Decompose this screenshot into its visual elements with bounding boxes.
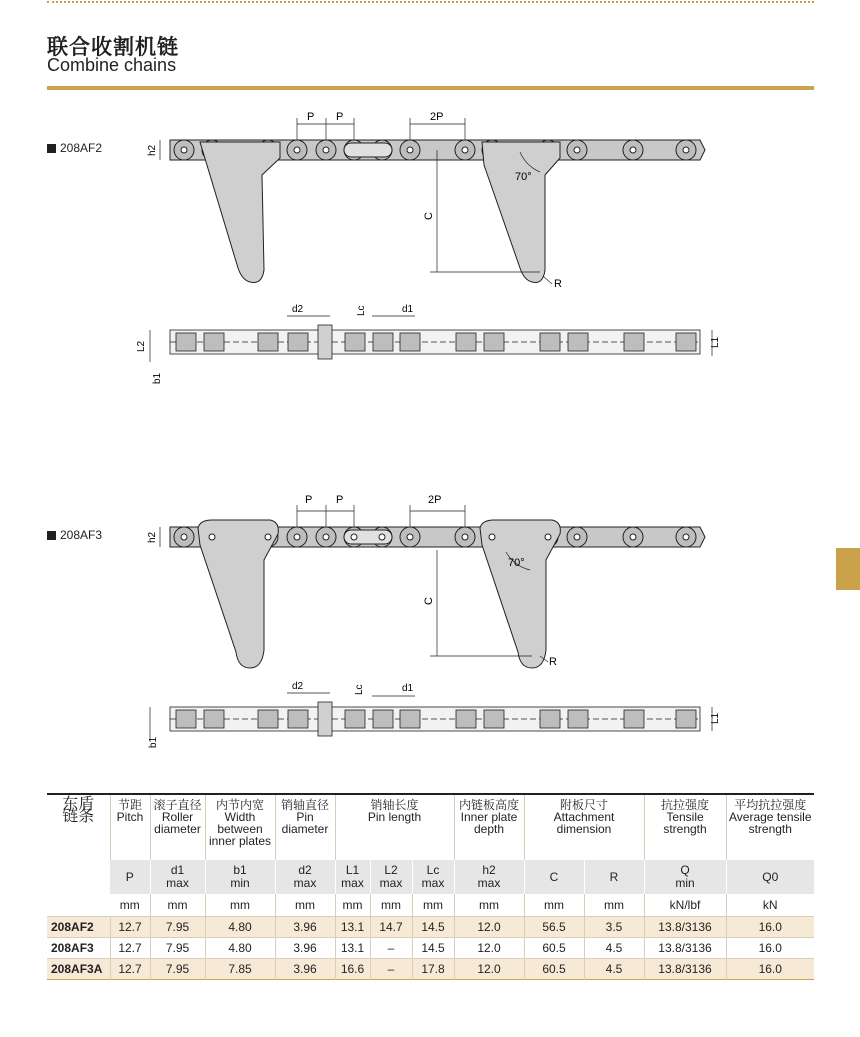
dim-label-l1: L1: [710, 336, 721, 348]
dim-label-c: C: [423, 212, 435, 220]
dim-label-b1: b1: [152, 372, 163, 384]
dim-label-l2: L2: [136, 340, 147, 352]
value-cell: 17.8: [412, 958, 454, 979]
dim-label-2p: 2P: [430, 111, 444, 123]
unit-cell: mm: [524, 894, 584, 916]
unit-cell: mm: [370, 894, 412, 916]
symbol-cell: Q0: [726, 860, 814, 894]
value-cell: 3.5: [584, 916, 644, 937]
value-cell: 13.1: [335, 937, 370, 958]
value-cell: 60.5: [524, 937, 584, 958]
spec-table: [47, 793, 814, 980]
value-cell: 4.80: [205, 937, 275, 958]
table-row: [47, 916, 814, 937]
value-cell: 56.5: [524, 916, 584, 937]
value-cell: 16.0: [726, 916, 814, 937]
diagram-208af2: [130, 100, 830, 400]
value-cell: 13.1: [335, 916, 370, 937]
dim-label-c: C: [423, 597, 435, 605]
dim-label-p: P: [336, 494, 344, 506]
value-cell: 13.8/3136: [644, 937, 726, 958]
value-cell: 7.95: [150, 916, 205, 937]
model-cell: 208AF3: [47, 937, 110, 958]
value-cell: –: [370, 958, 412, 979]
dim-label-angle: 70°: [515, 171, 532, 183]
unit-cell: mm: [275, 894, 335, 916]
symbol-row: [47, 860, 814, 894]
corner-cell: [47, 794, 110, 916]
model-label-208af2: [47, 141, 102, 155]
unit-cell: mm: [584, 894, 644, 916]
value-cell: 12.7: [110, 937, 150, 958]
symbol-cell: Lc max: [412, 860, 454, 894]
symbol-cell: P: [125, 869, 134, 884]
unit-row: [47, 894, 814, 916]
dim-label-d1: d1: [402, 683, 414, 694]
unit-cell: mm: [335, 894, 370, 916]
model-name: 208AF2: [60, 141, 103, 155]
dim-label-p: P: [336, 111, 344, 123]
attachment-blade-right: [480, 520, 560, 668]
page-title-cn: 联合收割机链: [47, 35, 179, 59]
symbol-cell: h2 max: [454, 860, 524, 894]
unit-cell: mm: [454, 894, 524, 916]
dim-label-lc: Lc: [354, 684, 365, 695]
dim-label-d1: d1: [402, 304, 414, 315]
symbol-cell: Q min: [644, 860, 726, 894]
model-name: 208AF3: [60, 528, 103, 542]
dim-label-2p: 2P: [428, 494, 442, 506]
model-label-208af3: [47, 528, 102, 542]
attachment-blade-right: [482, 142, 560, 283]
title-underline: [47, 86, 814, 90]
section-tab-marker: [836, 548, 860, 590]
value-cell: 12.0: [454, 937, 524, 958]
value-cell: 4.80: [205, 916, 275, 937]
dim-label-d2: d2: [292, 304, 304, 315]
dim-label-r: R: [549, 656, 557, 668]
unit-cell: mm: [150, 894, 205, 916]
value-cell: 7.95: [150, 937, 205, 958]
symbol-cell: L2 max: [370, 860, 412, 894]
dim-label-angle: 70°: [508, 557, 525, 569]
col-header-pin-length: 销轴长度 Pin length: [335, 794, 454, 860]
value-cell: 7.95: [150, 958, 205, 979]
symbol-cell: d1 max: [150, 860, 205, 894]
col-header-width-between-inner-plates: 内节内宽 Width between inner plates: [205, 794, 275, 860]
symbol-cell: R: [584, 860, 644, 894]
value-cell: 3.96: [275, 937, 335, 958]
dim-label-r: R: [554, 278, 562, 290]
value-cell: 7.85: [205, 958, 275, 979]
col-header-roller-diameter: 滚子直径 Roller diameter: [150, 794, 205, 860]
dim-label-d2: d2: [292, 681, 304, 692]
value-cell: –: [370, 937, 412, 958]
unit-cell: mm: [412, 894, 454, 916]
value-cell: 13.8/3136: [644, 958, 726, 979]
dim-label-h2: h2: [147, 531, 158, 543]
table-row: [47, 958, 814, 979]
model-cell: 208AF3A: [47, 958, 110, 979]
col-header-pitch: 节距 Pitch: [110, 794, 150, 860]
value-cell: 3.96: [275, 916, 335, 937]
dim-label-lc: Lc: [356, 305, 367, 316]
dim-label-h2: h2: [147, 144, 158, 156]
symbol-cell: L1 max: [335, 860, 370, 894]
symbol-cell: C: [524, 860, 584, 894]
attachment-blade-left: [200, 142, 280, 283]
value-cell: 16.6: [335, 958, 370, 979]
diagram-208af3: [130, 488, 830, 758]
bullet-square-icon: [47, 144, 56, 153]
unit-cell: mm: [205, 894, 275, 916]
symbol-cell: d2 max: [275, 860, 335, 894]
value-cell: 14.5: [412, 937, 454, 958]
value-cell: 4.5: [584, 958, 644, 979]
brand-line: 链条: [62, 808, 95, 825]
col-header-tensile-strength: 抗拉强度 Tensile strength: [644, 794, 726, 860]
model-cell: 208AF2: [47, 916, 110, 937]
value-cell: 4.5: [584, 937, 644, 958]
value-cell: 60.5: [524, 958, 584, 979]
table-row: [47, 937, 814, 958]
value-cell: 3.96: [275, 958, 335, 979]
value-cell: 12.0: [454, 916, 524, 937]
brand-line: 东盾: [62, 796, 95, 813]
col-header-inner-plate-depth: 内链板高度 Inner plate depth: [454, 794, 524, 860]
dim-label-p: P: [307, 111, 315, 123]
col-header-attachment-dimension: 附板尺寸 Attachment dimension: [524, 794, 644, 860]
dim-label-p: P: [305, 494, 313, 506]
value-cell: 16.0: [726, 958, 814, 979]
col-header-average-tensile-strength: 平均抗拉强度 Average tensile strength: [726, 794, 814, 860]
header-row: [47, 794, 814, 860]
bullet-square-icon: [47, 531, 56, 540]
unit-cell: kN/lbf: [644, 894, 726, 916]
symbol-cell: b1 min: [205, 860, 275, 894]
attachment-blade-left: [198, 520, 278, 668]
dim-label-l1: L1: [710, 712, 721, 724]
col-header-pin-diameter: 销轴直径 Pin diameter: [275, 794, 335, 860]
value-cell: 16.0: [726, 937, 814, 958]
value-cell: 12.0: [454, 958, 524, 979]
value-cell: 12.7: [110, 958, 150, 979]
unit-cell: kN: [726, 894, 814, 916]
value-cell: 14.5: [412, 916, 454, 937]
value-cell: 13.8/3136: [644, 916, 726, 937]
top-dotted-rule: [47, 1, 814, 3]
value-cell: 14.7: [370, 916, 412, 937]
value-cell: 12.7: [110, 916, 150, 937]
dim-label-b1: b1: [148, 736, 159, 748]
unit-cell: mm: [119, 897, 140, 912]
page-title-en: Combine chains: [47, 55, 177, 75]
